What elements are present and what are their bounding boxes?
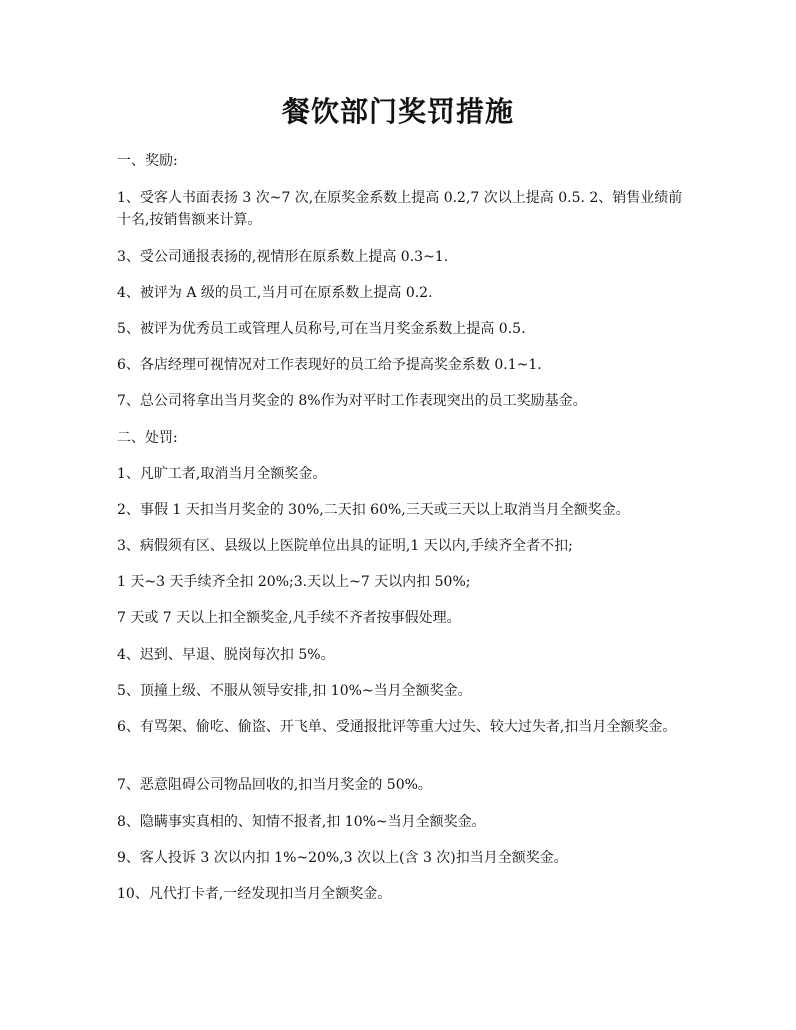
paragraph: 7、恶意阻碍公司物品回收的,扣当月奖金的 50%。: [117, 777, 432, 793]
paragraph: 1 天~3 天手续齐全扣 20%;3.天以上~7 天以内扣 50%;: [117, 574, 471, 590]
paragraph: 7、总公司将拿出当月奖金的 8%作为对平时工作表现突出的员工奖励基金。: [117, 393, 587, 409]
paragraph: 4、迟到、早退、脱岗每次扣 5%。: [117, 647, 335, 663]
section-heading-rewards: 一、奖励:: [117, 153, 178, 169]
paragraph: 3、病假须有区、县级以上医院单位出具的证明,1 天以内,手续齐全者不扣;: [117, 538, 573, 554]
paragraph: 4、被评为 A 级的员工,当月可在原系数上提高 0.2.: [117, 285, 433, 301]
paragraph: 1、凡旷工者,取消当月全额奖金。: [117, 466, 327, 482]
paragraph: 5、被评为优秀员工或管理人员称号,可在当月奖金系数上提高 0.5.: [117, 321, 526, 337]
paragraph: 9、客人投诉 3 次以内扣 1%~20%,3 次以上(含 3 次)扣当月全额奖金。: [117, 850, 568, 866]
paragraph: 2、事假 1 天扣当月奖金的 30%,二天扣 60%,三天或三天以上取消当月全额奖金。: [117, 502, 630, 518]
paragraph: 3、受公司通报表扬的,视情形在原系数上提高 0.3~1.: [117, 249, 449, 265]
paragraph: 8、隐瞒事实真相的、知情不报者,扣 10%~当月全额奖金。: [117, 814, 486, 830]
paragraph: 6、有骂架、偷吃、偷盗、开飞单、受通报批评等重大过失、较大过失者,扣当月全额奖金。: [117, 719, 677, 735]
paragraph: 7 天或 7 天以上扣全额奖金,凡手续不齐者按事假处理。: [117, 610, 461, 626]
paragraph: 10、凡代打卡者,一经发现扣当月全额奖金。: [117, 886, 392, 902]
paragraph: 5、顶撞上级、不服从领导安排,扣 10%~当月全额奖金。: [117, 683, 472, 699]
paragraph: 6、各店经理可视情况对工作表现好的员工给予提高奖金系数 0.1~1.: [117, 357, 542, 373]
paragraph: 1、受客人书面表扬 3 次~7 次,在原奖金系数上提高 0.2,7 次以上提高 0.5. 2、销售业绩前十名,按销售额来计算。: [117, 190, 683, 228]
document-title: 餐饮部门奖罚措施: [281, 95, 514, 128]
section-heading-penalties: 二、处罚:: [117, 430, 178, 446]
